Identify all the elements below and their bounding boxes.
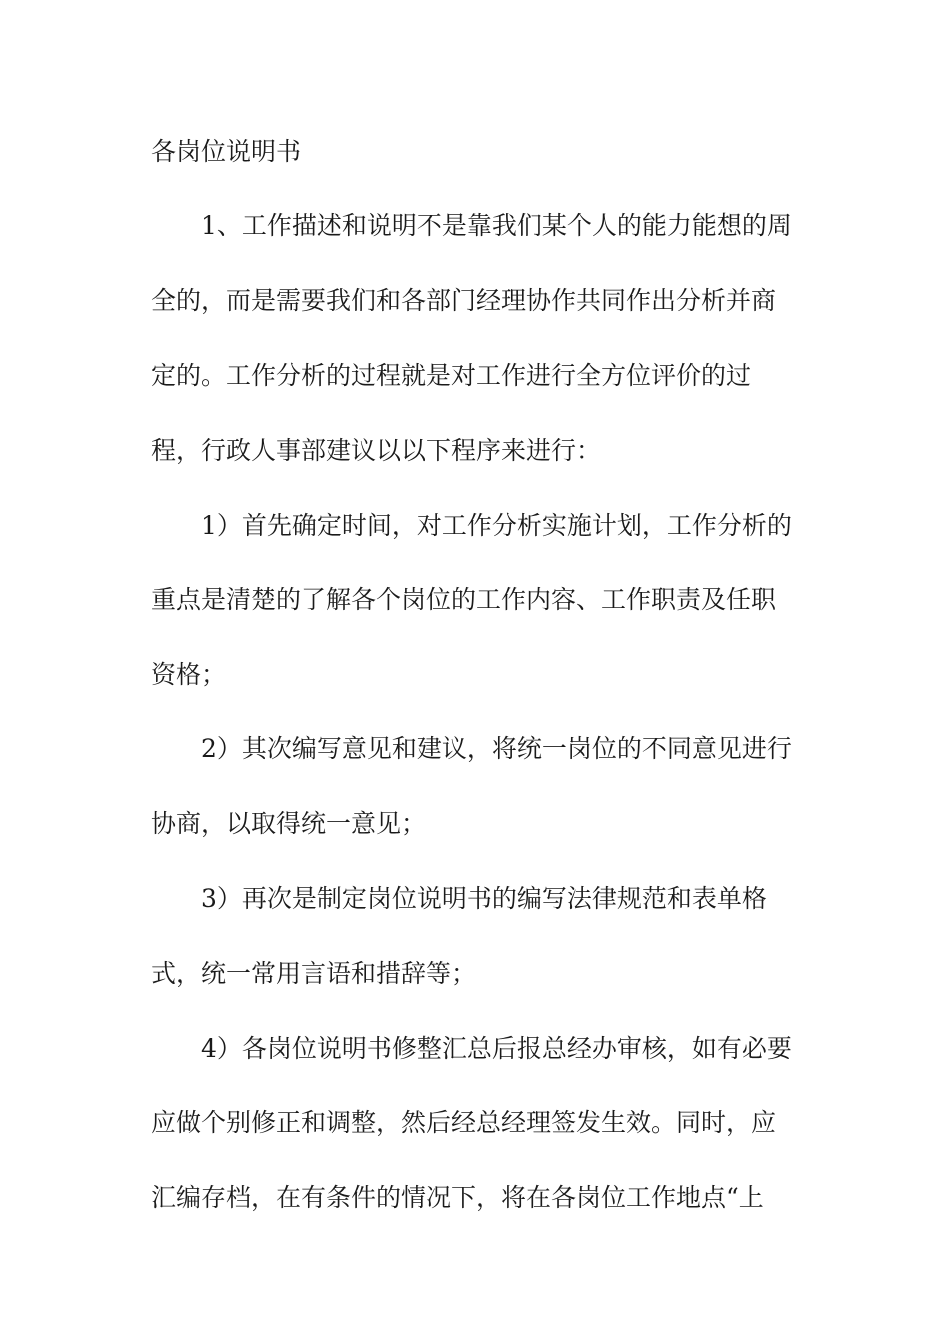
paragraph-line: 汇编存档，在有条件的情况下，将在各岗位工作地点“上	[151, 1183, 764, 1212]
paragraph-line: 2）其次编写意见和建议，将统一岗位的不同意见进行	[201, 734, 792, 763]
paragraph-line: 式，统一常用言语和措辞等；	[151, 959, 477, 988]
paragraph-line: 3）再次是制定岗位说明书的编写法律规范和表单格	[201, 884, 767, 913]
paragraph-line: 应做个别修正和调整，然后经总经理签发生效。同时，应	[151, 1108, 777, 1137]
paragraph-line: 程，行政人事部建议以以下程序来进行：	[151, 436, 602, 465]
paragraph-line: 4）各岗位说明书修整汇总后报总经办审核，如有必要	[201, 1034, 792, 1063]
paragraph-line: 全的，而是需要我们和各部门经理协作共同作出分析并商	[151, 286, 777, 315]
paragraph-line: 协商，以取得统一意见；	[151, 809, 427, 838]
paragraph-line: 1、工作描述和说明不是靠我们某个人的能力能想的周	[201, 211, 792, 240]
paragraph-line: 资格；	[151, 660, 227, 689]
paragraph-line: 重点是清楚的了解各个岗位的工作内容、工作职责及任职	[151, 585, 777, 614]
paragraph-line: 1）首先确定时间，对工作分析实施计划，工作分析的	[201, 511, 792, 540]
paragraph-line: 定的。工作分析的过程就是对工作进行全方位评价的过	[151, 361, 752, 390]
document-title: 各岗位说明书	[151, 137, 302, 166]
